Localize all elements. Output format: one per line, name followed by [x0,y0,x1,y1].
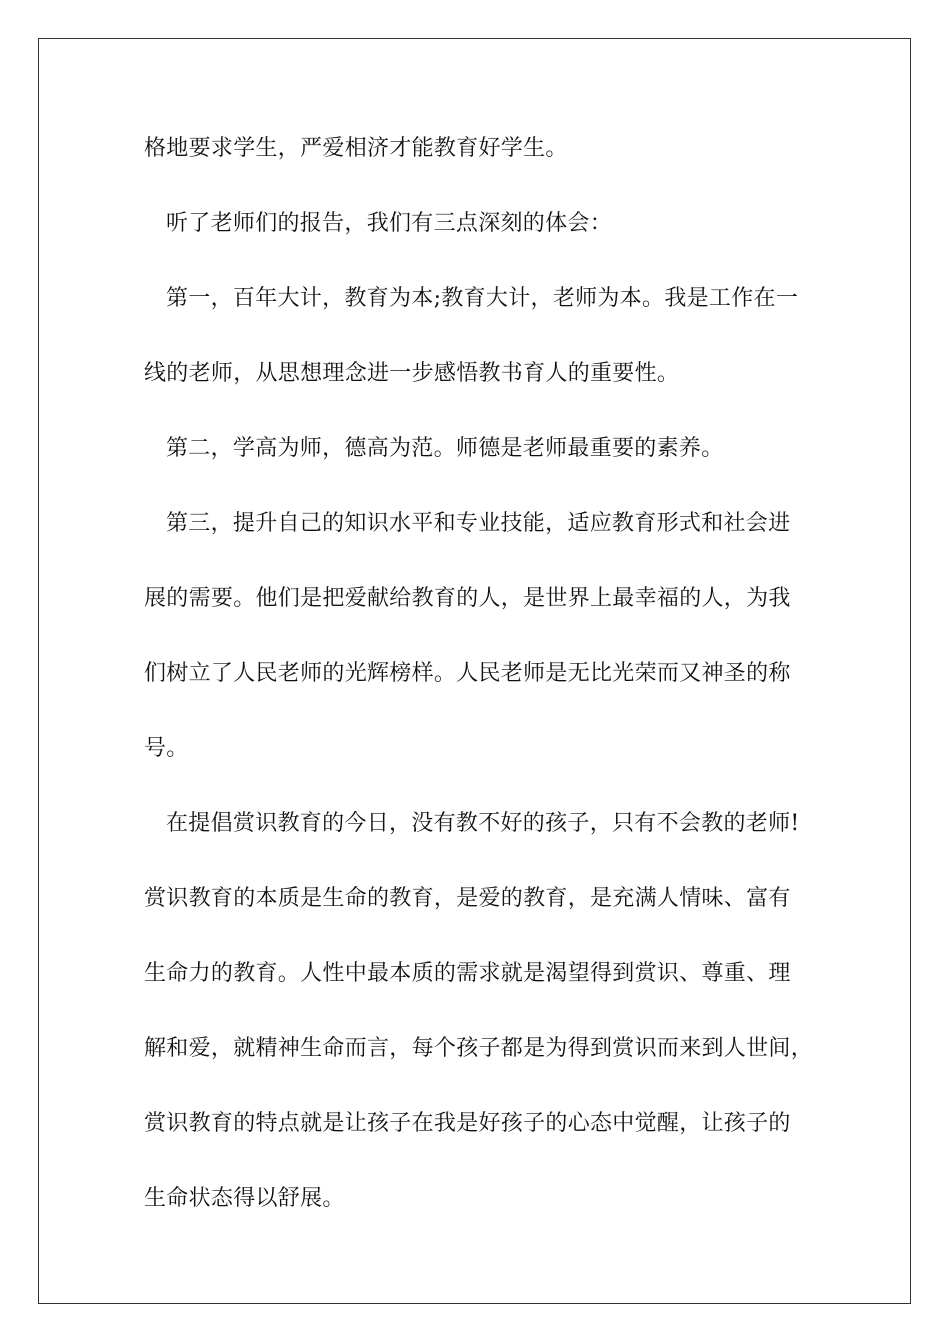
text-line: 第二，学高为师，德高为范。师德是老师最重要的素养。 [166,436,724,461]
text-line: 号。 [144,736,189,761]
text-line: 听了老师们的报告，我们有三点深刻的体会： [166,211,613,236]
text-line: 展的需要。他们是把爱献给教育的人，是世界上最幸福的人，为我 [144,586,791,611]
text-line: 生命状态得以舒展。 [144,1186,345,1211]
text-line: 赏识教育的本质是生命的教育，是爱的教育，是充满人情味、富有 [144,886,791,911]
text-line: 格地要求学生，严爱相济才能教育好学生。 [144,136,568,161]
text-line: 解和爱，就精神生命而言，每个孩子都是为得到赏识而来到人世间， [144,1036,814,1061]
text-line: 赏识教育的特点就是让孩子在我是好孩子的心态中觉醒，让孩子的 [144,1111,791,1136]
text-line: 第三，提升自己的知识水平和专业技能，适应教育形式和社会进 [166,511,791,536]
text-line: 在提倡赏识教育的今日，没有教不好的孩子，只有不会教的老师! [166,811,800,836]
document-body [144,129,814,1254]
text-line: 第一，百年大计，教育为本;教育大计，老师为本。我是工作在一 [166,286,799,311]
text-line: 们树立了人民老师的光辉榜样。人民老师是无比光荣而又神圣的称 [144,661,791,686]
text-line: 生命力的教育。人性中最本质的需求就是渴望得到赏识、尊重、理 [144,961,791,986]
text-line: 线的老师，从思想理念进一步感悟教书育人的重要性。 [144,361,680,386]
